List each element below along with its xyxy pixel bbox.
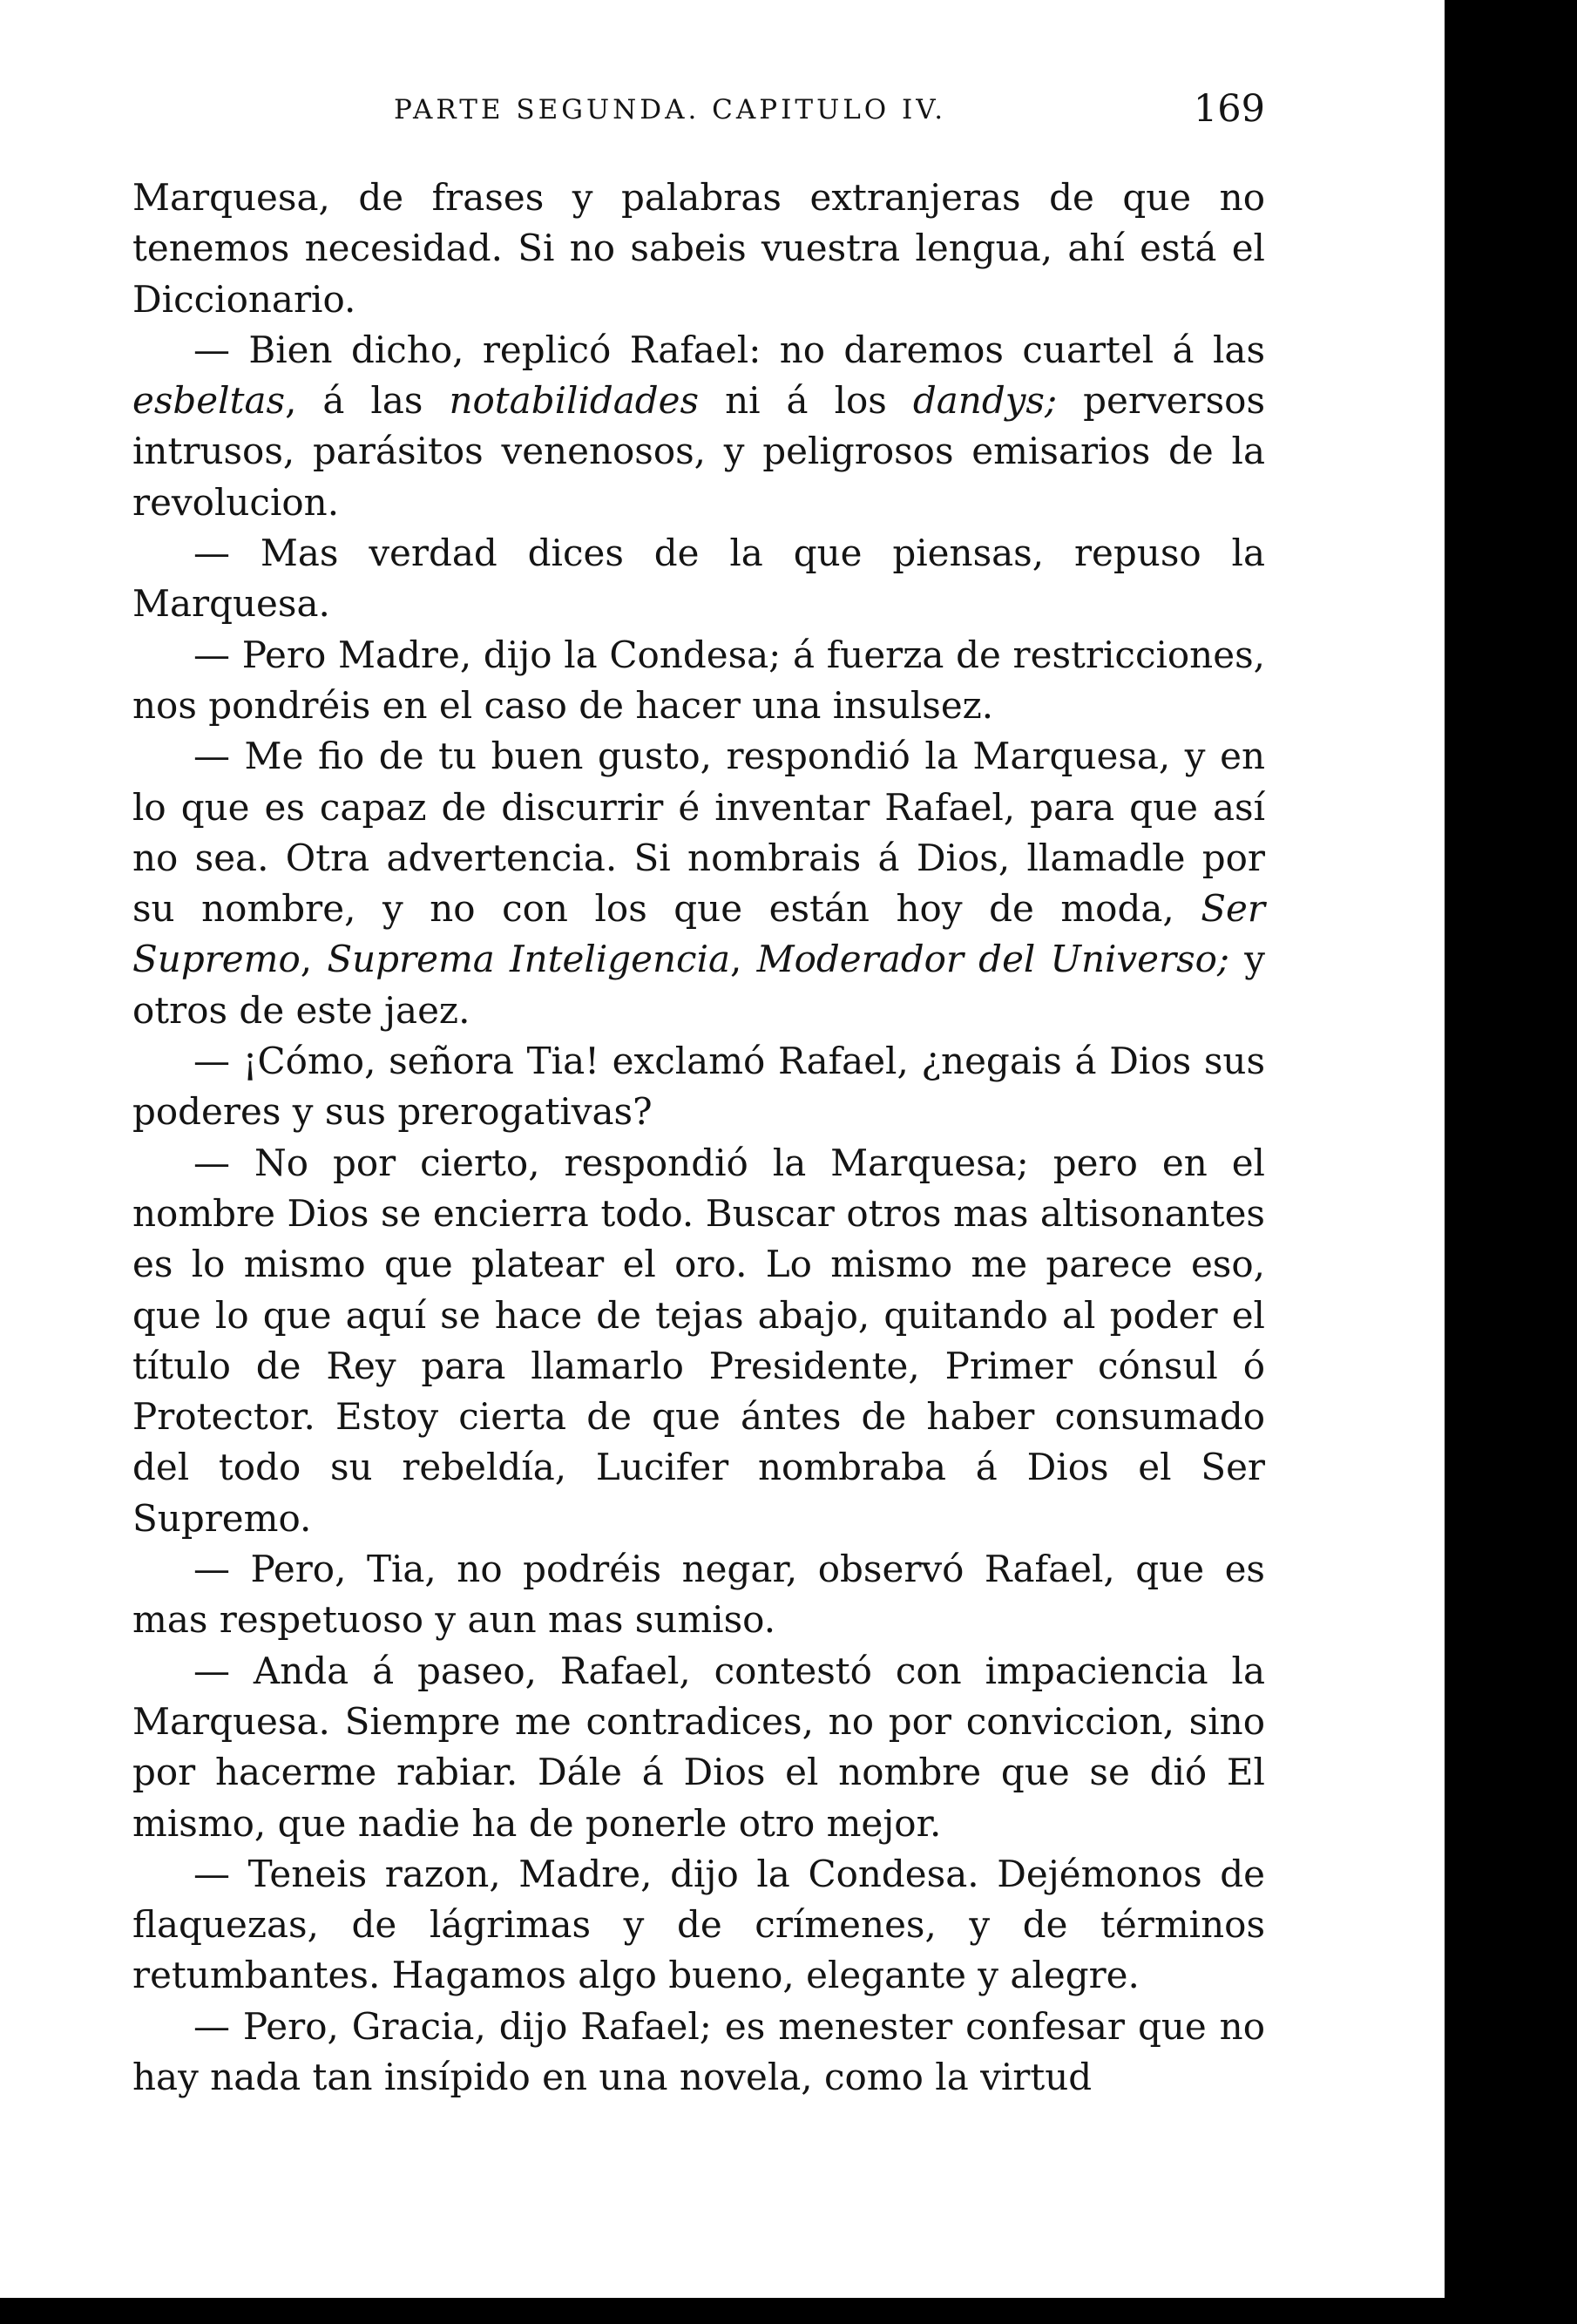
paragraph-10: — Teneis razon, Madre, dijo la Condesa. Dejémonos de flaquezas, de lágrimas y de crímenes, y de términos retumbantes. Hagamos algo bueno, elegante y alegre.	[132, 1852, 1265, 1997]
paragraph-7: — No por cierto, respondió la Marquesa; pero en el nombre Dios se encierra todo. Buscar otros mas altisonantes es lo mismo que platear el oro. Lo mismo me parece eso, que lo que aquí se hace de tejas abajo, quitando al poder el título de Rey para llamarlo Presidente, Primer cónsul ó Protector. Estoy cierta de que ántes de haber consumado del todo su rebeldía, Lucifer nombraba á Dios el Ser Supremo.	[132, 1141, 1265, 1540]
page-number: 169	[1193, 87, 1265, 131]
scan-edge-right	[1445, 0, 1577, 2324]
body-text	[132, 173, 1265, 2103]
paragraph-3: — Mas verdad dices de la que piensas, repuso la Marquesa.	[132, 532, 1265, 626]
page-header	[132, 87, 1265, 139]
paragraph-6: — ¡Cómo, señora Tia! exclamó Rafael, ¿negais á Dios sus poderes y sus prerogativas?	[132, 1040, 1265, 1134]
scan-edge-bottom	[0, 2298, 1577, 2324]
paragraph-4: — Pero Madre, dijo la Condesa; á fuerza de restricciones, nos pondréis en el caso de hacer una insulsez.	[132, 633, 1265, 727]
running-title: PARTE SEGUNDA. CAPITULO IV.	[394, 94, 947, 125]
paragraph-5: — Me fio de tu buen gusto, respondió la Marquesa, y en lo que es capaz de discurrir é inventar Rafael, para que así no sea. Otra advertencia. Si nombrais á Dios, llamadle por su nombre, y no con los que están hoy de moda, Ser Supremo, Suprema Inteligencia, Moderador del Universo; y otros de este jaez.	[132, 735, 1266, 1032]
paragraph-9: — Anda á paseo, Rafael, contestó con impaciencia la Marquesa. Siempre me contradices, no por conviccion, sino por hacerme rabiar. Dále á Dios el nombre que se dió El mismo, que nadie ha de ponerle otro mejor.	[132, 1649, 1265, 1845]
paragraph-2: — Bien dicho, replicó Rafael: no daremos cuartel á las esbeltas, á las notabilidades ni á los dandys; perversos intrusos, parásitos venenosos, y peligrosos emisarios de la revolucion.	[132, 328, 1265, 524]
paragraph-8: — Pero, Tia, no podréis negar, observó Rafael, que es mas respetuoso y aun mas sumiso.	[132, 1548, 1265, 1642]
paragraph-1: Marquesa, de frases y palabras extranjeras de que no tenemos necesidad. Si no sabeis vuestra lengua, ahí está el Diccionario.	[132, 176, 1265, 321]
paragraph-11: — Pero, Gracia, dijo Rafael; es menester confesar que no hay nada tan insípido en una novela, como la virtud	[132, 2004, 1265, 2098]
